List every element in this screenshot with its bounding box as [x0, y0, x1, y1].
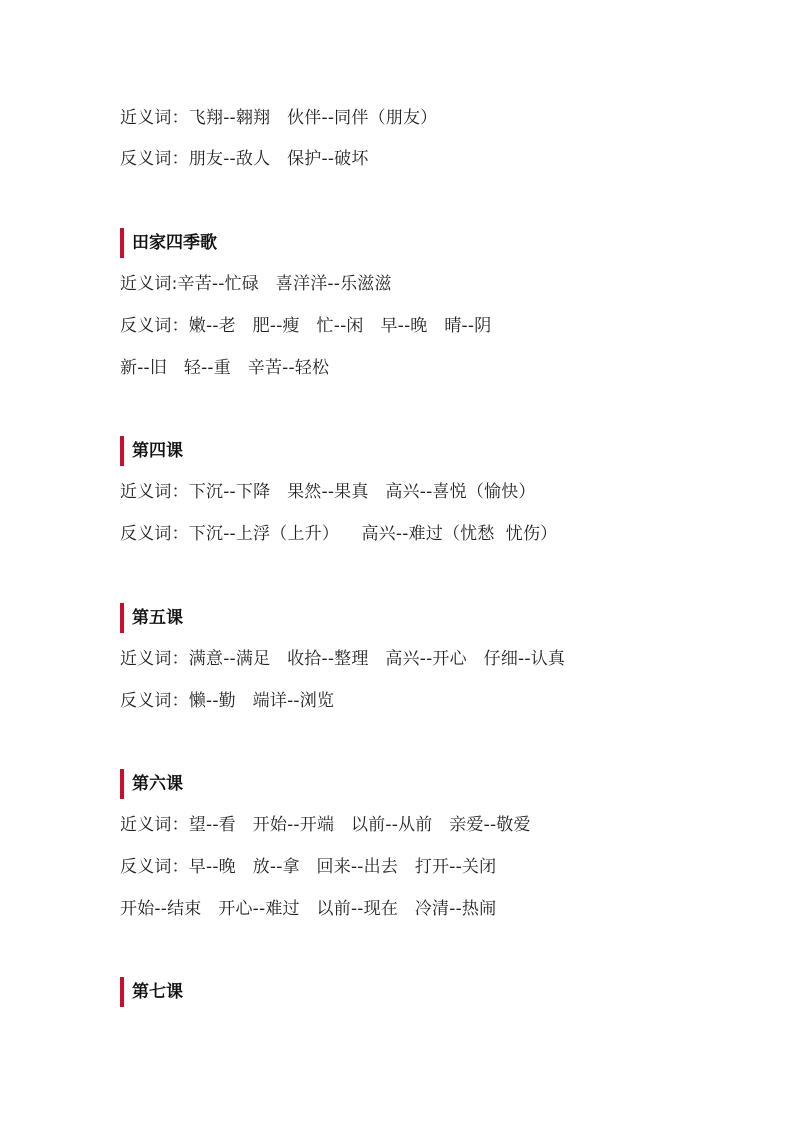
antonyms-line-continued: 开始--结束 开心--难过 以前--现在 冷清--热闹 — [120, 899, 497, 919]
synonyms-line: 近义词：满意--满足 收拾--整理 高兴--开心 仔细--认真 — [120, 649, 566, 669]
section-title: 第四课 — [132, 441, 183, 461]
synonyms-line: 近义词：下沉--下降 果然--果真 高兴--喜悦（愉快） — [120, 482, 536, 502]
antonyms-line: 反义词：嫩--老 肥--瘦 忙--闲 早--晚 晴--阴 — [120, 316, 492, 336]
heading-accent-bar — [120, 977, 124, 1007]
antonyms-line: 反义词：早--晚 放--拿 回来--出去 打开--关闭 — [120, 857, 497, 877]
section-heading — [120, 769, 183, 799]
heading-accent-bar — [120, 769, 124, 799]
section-heading — [120, 436, 183, 466]
heading-accent-bar — [120, 436, 124, 466]
section-title: 第七课 — [132, 982, 183, 1002]
antonyms-line-continued: 新--旧 轻--重 辛苦--轻松 — [120, 358, 330, 378]
section-title: 第六课 — [132, 774, 183, 794]
section-heading — [120, 977, 183, 1007]
synonyms-line: 近义词:辛苦--忙碌 喜洋洋--乐滋滋 — [120, 274, 392, 294]
synonyms-line: 近义词：望--看 开始--开端 以前--从前 亲爱--敬爱 — [120, 815, 531, 835]
section-title: 第五课 — [132, 608, 183, 628]
section-title: 田家四季歌 — [132, 233, 217, 253]
heading-accent-bar — [120, 228, 124, 258]
antonyms-line: 反义词：下沉--上浮（上升） 高兴--难过（忧愁 忧伤） — [120, 524, 558, 544]
antonyms-line: 反义词：懒--勤 端详--浏览 — [120, 691, 335, 711]
section-heading — [120, 228, 217, 258]
heading-accent-bar — [120, 603, 124, 633]
section-heading — [120, 603, 183, 633]
synonyms-line: 近义词：飞翔--翱翔 伙伴--同伴（朋友） — [120, 108, 438, 128]
antonyms-line: 反义词：朋友--敌人 保护--破坏 — [120, 149, 369, 169]
